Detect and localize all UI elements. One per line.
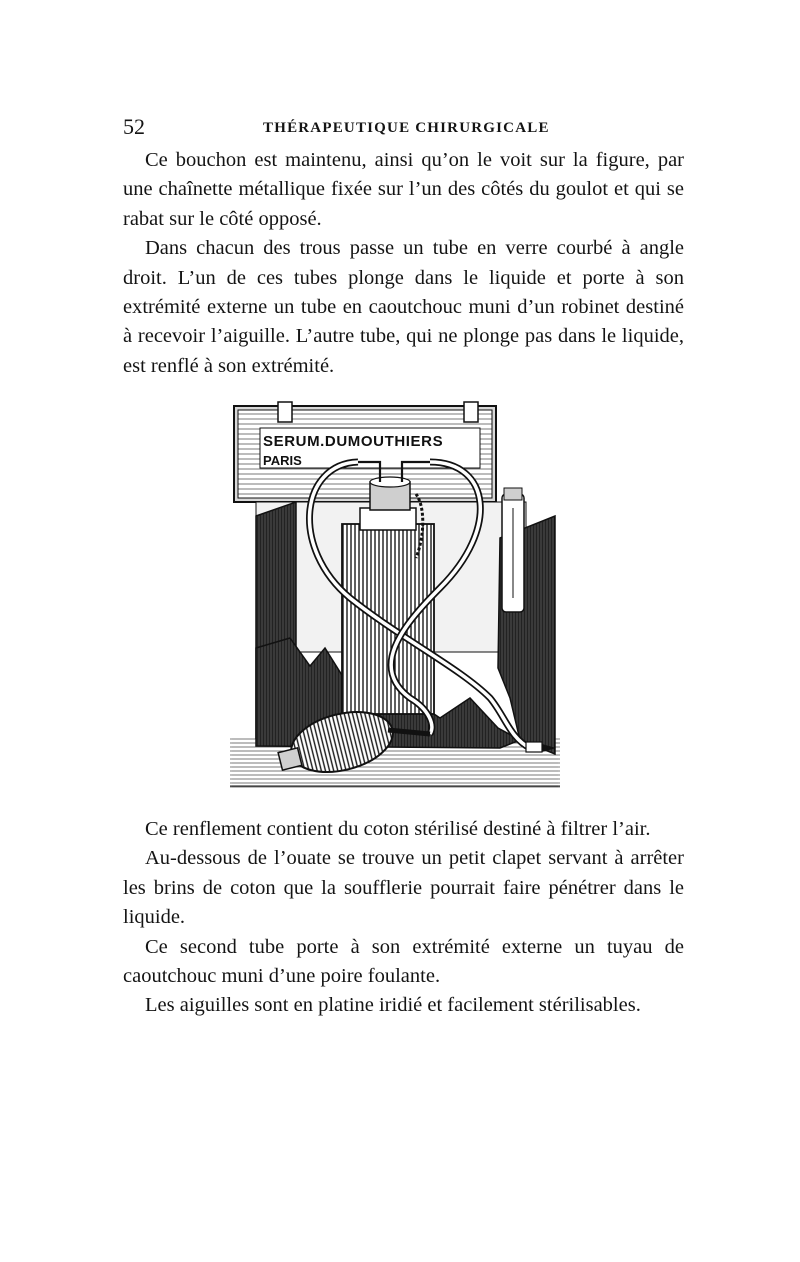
paragraph: Ce second tube porte à son extrémité externe un tuyau de caoutchouc muni d’une poire foulante. [123, 935, 684, 988]
text-block-bottom [123, 815, 684, 1021]
lid-label-line1: SERUM.DUMOUTHIERS [263, 433, 444, 450]
page-number: 52 [123, 114, 145, 139]
engraving-illustration [230, 398, 560, 792]
paragraph: Dans chacun des trous passe un tube en verre courbé à angle droit. L’un de ces tubes plonge dans le liquide et porte à son extrémité externe un tube en caoutchouc muni d’un robinet destiné à recevoir l’aiguille. L’autre tube, qui ne plonge pas dans le liquide, est renflé à son extrémité. [123, 237, 684, 377]
text-block-top [123, 146, 684, 381]
serum-apparatus-figure [230, 398, 560, 792]
lid-label-line2: PARIS [263, 453, 302, 468]
running-title: THÉRAPEUTIQUE CHIRURGICALE [263, 120, 550, 136]
paragraph: Les aiguilles sont en platine iridié et facilement stérilisables. [145, 994, 641, 1017]
running-head [123, 115, 684, 139]
paragraph: Ce renflement contient du coton stérilisé destiné à filtrer l’air. [145, 818, 651, 840]
paragraph: Ce bouchon est maintenu, ainsi qu’on le voit sur la figure, par une chaînette métallique fixée sur l’un des côtés du goulot et qui se rabat sur le côté opposé. [123, 149, 684, 230]
paragraph: Au-dessous de l’ouate se trouve un petit clapet servant à arrêter les brins de coton que la soufflerie pourrait faire pénétrer dans le liquide. [123, 847, 684, 929]
